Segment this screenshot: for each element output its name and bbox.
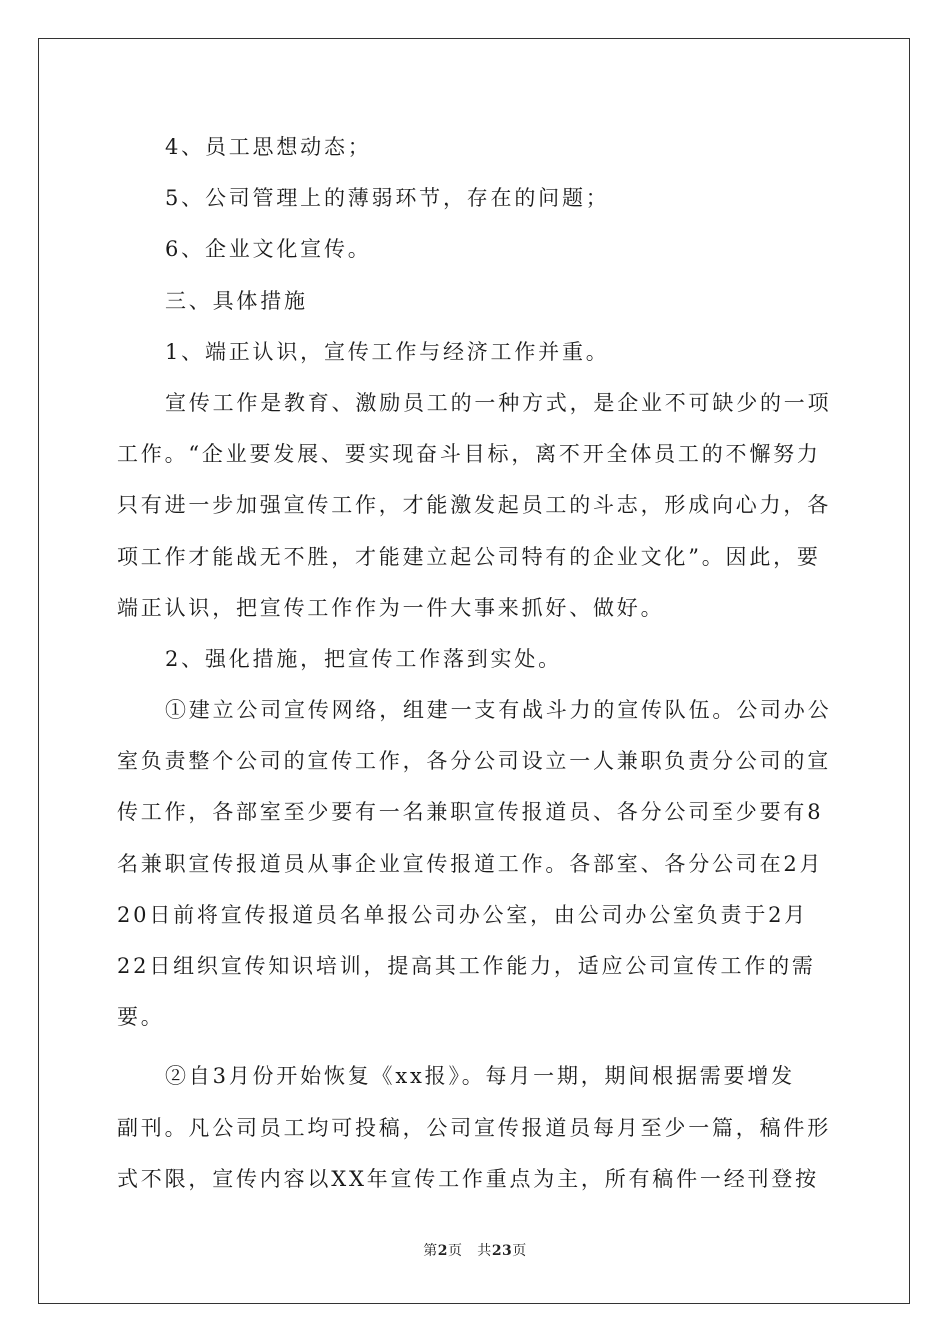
text-line-17: 22日组织宣传知识培训，提高其工作能力，适应公司宣传工作的需 xyxy=(117,954,816,978)
text-line-8: 只有进一步加强宣传工作，才能激发起员工的斗志，形成向心力，各 xyxy=(117,493,831,518)
text-line-2: 5、公司管理上的薄弱环节，存在的问题； xyxy=(165,186,610,211)
text-line-15: 名兼职宣传报道员从事企业宣传报道工作。各部室、各分公司在2月 xyxy=(117,851,824,876)
footer-suffix: 页 xyxy=(512,1243,527,1259)
page-footer xyxy=(0,1240,950,1260)
document-body xyxy=(117,122,833,1205)
footer-total-pages: 23 xyxy=(491,1243,513,1259)
text-line-21: 式不限，宣传内容以XX年宣传工作重点为主，所有稿件一经刊登按 xyxy=(117,1166,819,1191)
text-line-19: ②自3月份开始恢复《xx报》。每月一期，期间根据需要增发 xyxy=(165,1064,795,1089)
footer-page-number: 2 xyxy=(437,1243,448,1259)
text-line-16: 20日前将宣传报道员名单报公司办公室，由公司办公室负责于2月 xyxy=(117,902,809,927)
text-line-9: 项工作才能战无不胜，才能建立起公司特有的企业文化”。因此，要 xyxy=(117,544,821,569)
text-line-6: 宣传工作是教育、激励员工的一种方式，是企业不可缺少的一项 xyxy=(165,390,832,415)
text-line-12: ①建立公司宣传网络，组建一支有战斗力的宣传队伍。公司办公 xyxy=(165,698,832,723)
footer-middle: 页 共 xyxy=(447,1243,492,1259)
text-line-11: 2、强化措施，把宣传工作落到实处。 xyxy=(165,646,562,671)
text-line-13: 室负责整个公司的宣传工作，各分公司设立一人兼职负责分公司的宣 xyxy=(117,749,831,774)
text-line-5: 1、端正认识，宣传工作与经济工作并重。 xyxy=(165,339,610,364)
text-line-20: 副刊。凡公司员工均可投稿，公司宣传报道员每月至少一篇，稿件形 xyxy=(117,1115,831,1140)
text-line-10: 端正认识，把宣传工作作为一件大事来抓好、做好。 xyxy=(117,595,665,620)
text-line-1: 4、员工思想动态； xyxy=(165,135,372,159)
text-line-14: 传工作，各部室至少要有一名兼职宣传报道员、各分公司至少要有8 xyxy=(117,800,824,825)
text-line-18: 要。 xyxy=(117,1005,165,1030)
footer-prefix: 第 xyxy=(423,1243,438,1259)
text-line-7: 工作。“企业要发展、要实现奋斗目标，离不开全体员工的不懈努力 xyxy=(117,442,821,467)
text-line-3: 6、企业文化宣传。 xyxy=(165,237,372,262)
section-heading: 三、具体措施 xyxy=(165,288,308,313)
